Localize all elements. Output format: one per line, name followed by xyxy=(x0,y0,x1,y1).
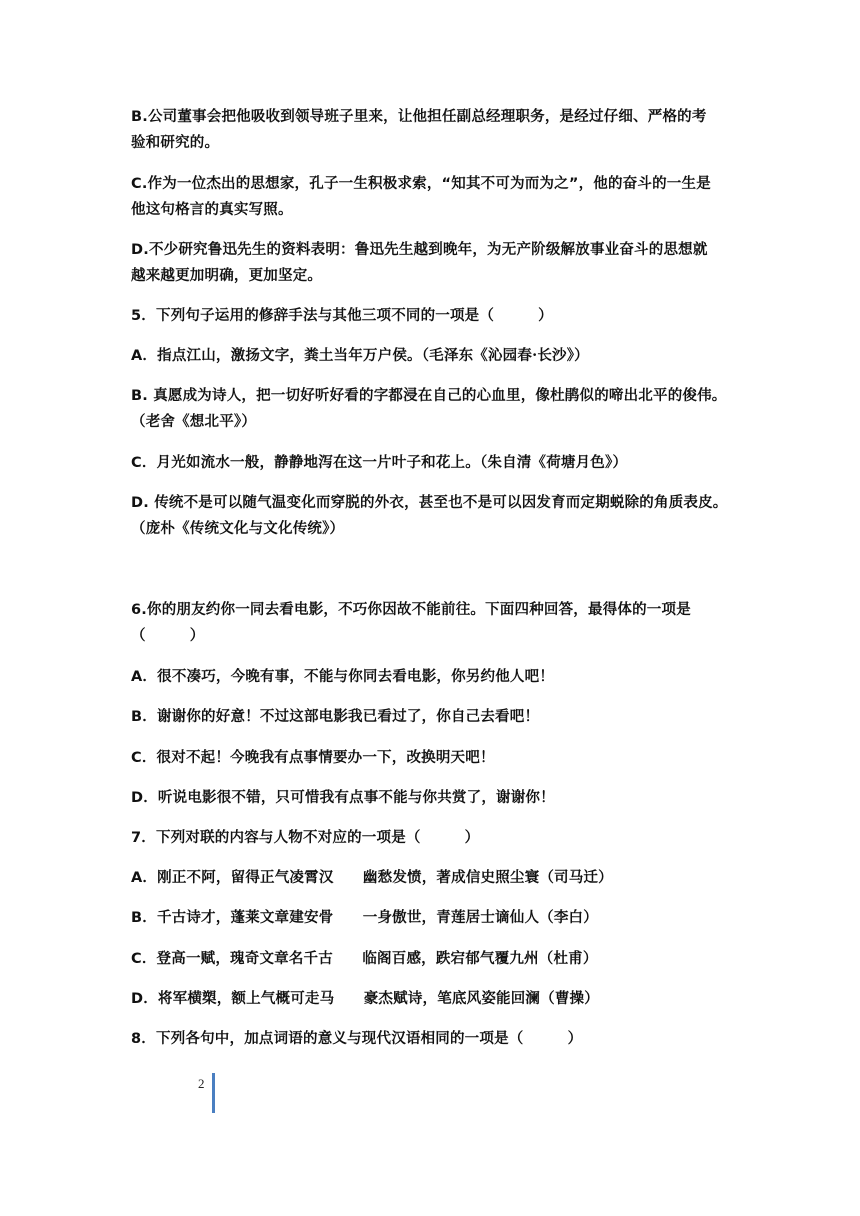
q5-option-c-source: （朱自清《荷塘月色》） xyxy=(479,454,628,471)
q5-option-b xyxy=(131,383,736,435)
q5-option-d-text: D. 传统不是可以随气温变化而穿脱的外衣，甚至也不是可以因发育而定期蜕除的角质表皮。 xyxy=(131,495,728,511)
q6-stem xyxy=(131,597,736,649)
q4-option-c-line-1: C.作为一位杰出的思想家，孔子一生积极求索，“知其不可为而为之”，他的奋斗的一生是 xyxy=(131,176,711,192)
q4-option-b-line-2: 验和研究的。 xyxy=(131,135,220,151)
q4-option-c xyxy=(131,171,736,223)
q6-option-d-text: D．听说电影很不错，只可惜我有点事不能与你共赏了，谢谢你！ xyxy=(131,790,555,806)
q7-option-c-text: C．登高一赋，瑰奇文章名千古 临阁百感，跌宕郁气覆九州（杜甫） xyxy=(131,951,598,967)
q5-option-c xyxy=(131,450,736,476)
q7-option-b xyxy=(131,905,736,931)
q5-option-d-source: （庞朴《传统文化与文化传统》） xyxy=(131,520,345,537)
q7-stem-text: 7．下列对联的内容与人物不对应的一项是（ ） xyxy=(131,830,480,846)
q7-option-a-text: A．刚正不阿，留得正气凌霄汉 幽愁发愤，著成信史照尘寰（司马迁） xyxy=(131,870,613,886)
q6-option-a xyxy=(131,664,736,690)
q6-stem-line-1: 6.你的朋友约你一同去看电影，不巧你因故不能前往。下面四种回答，最得体的一项是 xyxy=(131,602,691,618)
q6-option-b-text: B．谢谢你的好意！不过这部电影我已看过了，你自己去看吧！ xyxy=(131,709,540,725)
q5-option-b-source: （老舍《想北平》） xyxy=(131,413,257,430)
q6-option-c-text: C．很对不起！今晚我有点事情要办一下，改换明天吧！ xyxy=(131,750,495,766)
q4-option-d xyxy=(131,237,736,289)
q5-stem-text: 5．下列句子运用的修辞手法与其他三项不同的一项是（ ） xyxy=(131,308,553,324)
q5-option-b-text: B. 真愿成为诗人，把一切好听好看的字都浸在自己的心血里，像杜鹃似的啼出北平的俊伟。 xyxy=(131,388,727,404)
q6-option-b xyxy=(131,704,736,730)
q6-stem-line-2: （ ） xyxy=(131,628,205,644)
q5-stem xyxy=(131,303,736,329)
q5-option-c-text: C．月光如流水一般，静静地泻在这一片叶子和花上。 xyxy=(131,455,480,471)
q5-option-a xyxy=(131,343,736,369)
q7-option-c xyxy=(131,946,736,972)
q6-option-d xyxy=(131,785,736,811)
q4-option-c-line-2: 他这句格言的真实写照。 xyxy=(131,202,293,218)
q5-option-a-text: A．指点江山，激扬文字，粪土当年万户侯。 xyxy=(131,348,422,364)
q4-option-d-line-1: D.不少研究鲁迅先生的资料表明：鲁迅先生越到晚年，为无产阶级解放事业奋斗的思想就 xyxy=(131,242,708,258)
q7-option-d-text: D．将军横槊，额上气概可走马 豪杰赋诗，笔底风姿能回澜（曹操） xyxy=(131,991,599,1007)
q8-stem-text: 8．下列各句中，加点词语的意义与现代汉语相同的一项是（ ） xyxy=(131,1031,583,1047)
q4-option-b xyxy=(131,104,736,156)
q5-option-a-source: （毛泽东《沁园春·长沙》） xyxy=(421,347,589,364)
q6-option-a-text: A．很不凑巧，今晚有事，不能与你同去看电影，你另约他人吧！ xyxy=(131,669,555,685)
q7-option-a xyxy=(131,865,736,891)
q7-option-d xyxy=(131,986,736,1012)
q4-option-d-line-2: 越来越更加明确，更加坚定。 xyxy=(131,268,323,284)
q4-option-b-line-1: B.公司董事会把他吸收到领导班子里来，让他担任副总经理职务，是经过仔细、严格的考 xyxy=(131,109,707,125)
q7-stem xyxy=(131,825,736,851)
page-number-divider xyxy=(212,1073,215,1113)
q8-stem xyxy=(131,1026,736,1052)
page-number: 2 xyxy=(198,1076,205,1091)
q5-option-d xyxy=(131,490,736,542)
q6-option-c xyxy=(131,745,736,771)
q7-option-b-text: B．千古诗才，蓬莱文章建安骨 一身傲世，青莲居士谪仙人（李白） xyxy=(131,910,598,926)
